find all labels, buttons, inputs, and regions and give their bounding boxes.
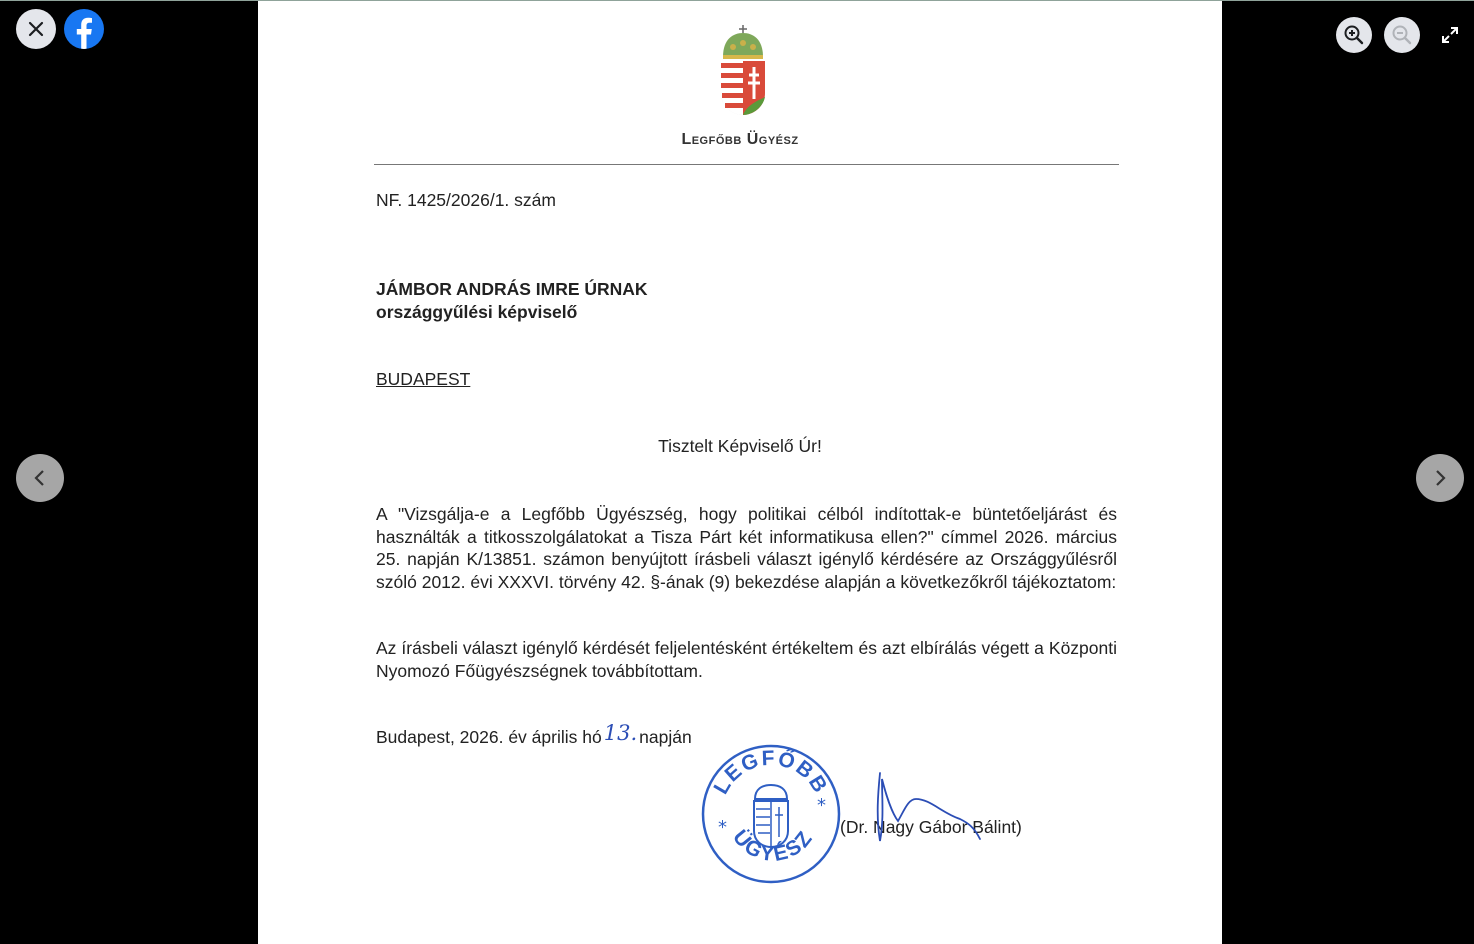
- svg-text:*: *: [718, 817, 727, 838]
- letterhead-divider: [374, 164, 1119, 165]
- recipient-name: JÁMBOR ANDRÁS IMRE ÚRNAK: [376, 279, 648, 299]
- svg-text:LEGFŐBB: [709, 747, 832, 798]
- stamp-text-top: LEGFŐBB: [709, 746, 833, 799]
- letterhead-title: Legfőbb Ügyész: [681, 131, 799, 148]
- signer-name: (Dr. Nagy Gábor Bálint): [840, 817, 1022, 837]
- next-photo-button[interactable]: [1416, 454, 1464, 502]
- body-paragraph: A "Vizsgálja-e a Legfőbb Ügyészség, hogy politikai célból indítottak-e büntetőeljárást és használták a titkosszolgálatokat a Tisza Párt két informatikusa ellen?" címmel 2026. március 25. napján K/13851. számon benyújtott írásbeli választ igénylő kérdésére az Országgyűlésről szóló 2012. évi XXXVI. törvény 42. §-ának (9) bekezdése alapján a következőkről tájékoztatom:: [376, 504, 1117, 592]
- salutation: Tisztelt Képviselő Úr!: [658, 436, 822, 456]
- recipient-block: [376, 278, 648, 323]
- expand-icon: [1440, 25, 1460, 45]
- reference-number: NF. 1425/2026/1. szám: [376, 190, 556, 210]
- previous-photo-button[interactable]: [16, 454, 64, 502]
- stamp-text-bottom: ÜGYÉSZ: [728, 825, 818, 867]
- body-paragraph: Az írásbeli választ igénylő kérdését feljelentésként értékeltem és azt elbírálás végett a Központi Nyomozó Főügyészségnek továbbítottam.: [376, 638, 1117, 681]
- close-button[interactable]: [16, 9, 56, 49]
- document-image: [258, 1, 1222, 944]
- zoom-out-button[interactable]: [1384, 17, 1420, 53]
- recipient-title: országgyűlési képviselő: [376, 301, 578, 322]
- date-suffix: napján: [639, 727, 692, 747]
- official-stamp: [700, 743, 842, 885]
- date-line: [376, 721, 692, 749]
- close-icon: [26, 19, 46, 39]
- zoom-in-button[interactable]: [1336, 17, 1372, 53]
- handwritten-day: 13.: [603, 721, 638, 745]
- recipient-city: BUDAPEST: [376, 369, 471, 389]
- fullscreen-button[interactable]: [1436, 20, 1464, 50]
- zoom-in-icon: [1343, 24, 1365, 46]
- chevron-left-icon: [30, 468, 50, 488]
- coat-of-arms-icon: [713, 23, 773, 119]
- date-prefix: Budapest, 2026. év április hó: [376, 727, 602, 747]
- chevron-right-icon: [1430, 468, 1450, 488]
- handwritten-signature: [870, 769, 990, 847]
- facebook-logo-icon: [64, 9, 104, 49]
- zoom-out-icon: [1391, 24, 1413, 46]
- facebook-logo-button[interactable]: [64, 9, 104, 49]
- svg-text:*: *: [817, 795, 826, 816]
